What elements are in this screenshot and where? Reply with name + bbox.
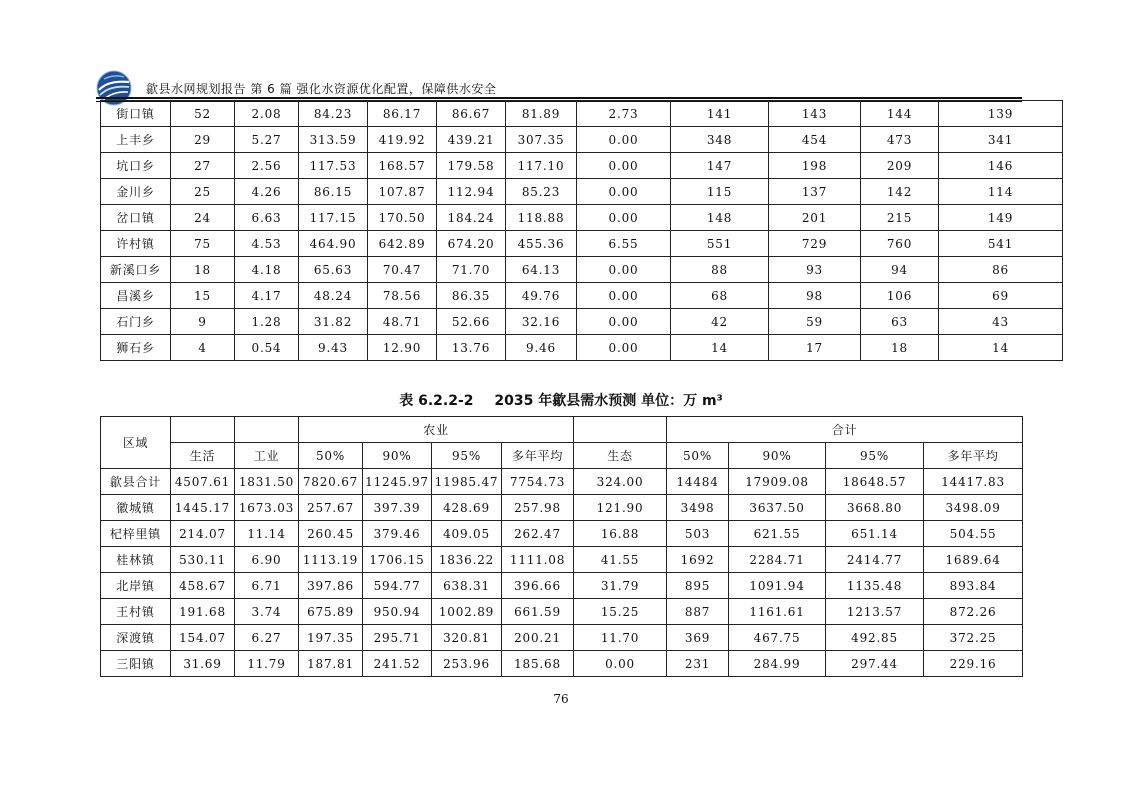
table-cell: 2414.77 xyxy=(826,547,924,573)
table-row xyxy=(101,495,1023,521)
table-cell: 215 xyxy=(861,205,939,231)
table-cell: 1445.17 xyxy=(171,495,235,521)
table-row xyxy=(101,257,1063,283)
table-row xyxy=(101,153,1063,179)
table-cell: 48.24 xyxy=(299,283,368,309)
table-cell: 638.31 xyxy=(432,573,502,599)
table-cell: 530.11 xyxy=(171,547,235,573)
table-cell: 9 xyxy=(171,309,235,335)
table-cell: 2.56 xyxy=(235,153,299,179)
agriculture-header: 农业 xyxy=(299,417,574,443)
table-cell: 409.05 xyxy=(432,521,502,547)
region-cell: 金川乡 xyxy=(101,179,171,205)
table-cell: 71.70 xyxy=(437,257,506,283)
table-cell: 27 xyxy=(171,153,235,179)
table-cell: 114 xyxy=(939,179,1063,205)
table-cell: 70.47 xyxy=(368,257,437,283)
region-cell: 坑口乡 xyxy=(101,153,171,179)
header-title: 歙县水网规划报告 第 6 篇 强化水资源优化配置，保障供水安全 xyxy=(146,82,497,96)
table-cell: 297.44 xyxy=(826,651,924,677)
table-cell: 75 xyxy=(171,231,235,257)
table-row xyxy=(101,127,1063,153)
header-row-2 xyxy=(101,443,1023,469)
table-cell: 0.00 xyxy=(577,309,671,335)
table-cell: 25 xyxy=(171,179,235,205)
table-row xyxy=(101,231,1063,257)
table-cell: 117.15 xyxy=(299,205,368,231)
table-cell: 307.35 xyxy=(506,127,577,153)
table-cell: 106 xyxy=(861,283,939,309)
table-cell: 78.56 xyxy=(368,283,437,309)
table-cell: 43 xyxy=(939,309,1063,335)
table-cell: 197.35 xyxy=(299,625,363,651)
table-cell: 893.84 xyxy=(924,573,1023,599)
table-cell: 64.13 xyxy=(506,257,577,283)
table-cell: 0.00 xyxy=(577,257,671,283)
table-cell: 31.69 xyxy=(171,651,235,677)
table-cell: 1.28 xyxy=(235,309,299,335)
table-cell: 85.23 xyxy=(506,179,577,205)
table-cell: 16.88 xyxy=(574,521,667,547)
table-cell: 428.69 xyxy=(432,495,502,521)
table-row xyxy=(101,469,1023,495)
region-cell: 新溪口乡 xyxy=(101,257,171,283)
table-cell: 198 xyxy=(769,153,861,179)
table-cell: 313.59 xyxy=(299,127,368,153)
table-cell: 6.27 xyxy=(235,625,299,651)
table-cell: 118.88 xyxy=(506,205,577,231)
table-cell: 112.94 xyxy=(437,179,506,205)
table-row xyxy=(101,179,1063,205)
table-cell: 492.85 xyxy=(826,625,924,651)
table-cell: 1161.61 xyxy=(729,599,826,625)
table-cell: 49.76 xyxy=(506,283,577,309)
table-cell: 7820.67 xyxy=(299,469,363,495)
table-cell: 201 xyxy=(769,205,861,231)
table-cell: 760 xyxy=(861,231,939,257)
table-cell: 146 xyxy=(939,153,1063,179)
agri-50-header: 50% xyxy=(299,443,363,469)
table-cell: 1213.57 xyxy=(826,599,924,625)
table-title: 2035 年歙县需水预测 单位：万 m³ xyxy=(494,393,723,409)
table-number: 表 6.2.2-2 xyxy=(399,393,474,409)
table-cell: 86.35 xyxy=(437,283,506,309)
table-cell: 455.36 xyxy=(506,231,577,257)
table-cell: 18648.57 xyxy=(826,469,924,495)
table-cell: 324.00 xyxy=(574,469,667,495)
table-cell: 63 xyxy=(861,309,939,335)
header-row-1 xyxy=(101,417,1023,443)
table-cell: 2.08 xyxy=(235,101,299,127)
table-cell: 397.39 xyxy=(363,495,432,521)
table-cell: 115 xyxy=(671,179,769,205)
table-cell: 729 xyxy=(769,231,861,257)
table-cell: 142 xyxy=(861,179,939,205)
table-cell: 4507.61 xyxy=(171,469,235,495)
table-cell: 396.66 xyxy=(502,573,574,599)
table-row xyxy=(101,573,1023,599)
table-row xyxy=(101,101,1063,127)
region-cell: 徽城镇 xyxy=(101,495,171,521)
table-cell: 7754.73 xyxy=(502,469,574,495)
table-cell: 52.66 xyxy=(437,309,506,335)
table-cell: 68 xyxy=(671,283,769,309)
table-cell: 6.63 xyxy=(235,205,299,231)
table-cell: 0.54 xyxy=(235,335,299,361)
table-cell: 229.16 xyxy=(924,651,1023,677)
table-cell: 397.86 xyxy=(299,573,363,599)
table-cell: 284.99 xyxy=(729,651,826,677)
header-rule xyxy=(96,97,1022,99)
total-avg-header: 多年平均 xyxy=(924,443,1023,469)
table-cell: 348 xyxy=(671,127,769,153)
table-cell: 81.89 xyxy=(506,101,577,127)
table-cell: 4.17 xyxy=(235,283,299,309)
table-cell: 320.81 xyxy=(432,625,502,651)
table-cell: 170.50 xyxy=(368,205,437,231)
table-cell: 260.45 xyxy=(299,521,363,547)
table-cell: 1673.03 xyxy=(235,495,299,521)
table-cell: 65.63 xyxy=(299,257,368,283)
table-cell: 137 xyxy=(769,179,861,205)
table-cell: 191.68 xyxy=(171,599,235,625)
table-cell: 86.67 xyxy=(437,101,506,127)
table-cell: 14417.83 xyxy=(924,469,1023,495)
table-cell: 551 xyxy=(671,231,769,257)
table-row xyxy=(101,335,1063,361)
table-cell: 168.57 xyxy=(368,153,437,179)
table-cell: 14484 xyxy=(667,469,729,495)
table-cell: 4 xyxy=(171,335,235,361)
table-cell: 86.17 xyxy=(368,101,437,127)
total-50-header: 50% xyxy=(667,443,729,469)
table-cell: 94 xyxy=(861,257,939,283)
region-cell: 北岸镇 xyxy=(101,573,171,599)
agri-95-header: 95% xyxy=(432,443,502,469)
table-cell: 473 xyxy=(861,127,939,153)
table-cell: 144 xyxy=(861,101,939,127)
table-cell: 13.76 xyxy=(437,335,506,361)
table-cell: 143 xyxy=(769,101,861,127)
table-cell: 895 xyxy=(667,573,729,599)
table-cell: 950.94 xyxy=(363,599,432,625)
table-cell: 141 xyxy=(671,101,769,127)
table-cell: 93 xyxy=(769,257,861,283)
table-caption xyxy=(0,390,1122,410)
table-cell: 9.43 xyxy=(299,335,368,361)
table-cell: 1692 xyxy=(667,547,729,573)
living-header: 生活 xyxy=(171,443,235,469)
table-cell: 11.79 xyxy=(235,651,299,677)
table-cell: 0.00 xyxy=(577,335,671,361)
region-cell: 深渡镇 xyxy=(101,625,171,651)
table-cell: 4.26 xyxy=(235,179,299,205)
table-cell: 14 xyxy=(939,335,1063,361)
table-cell: 1091.94 xyxy=(729,573,826,599)
page-number: 76 xyxy=(553,692,569,706)
table-cell: 379.46 xyxy=(363,521,432,547)
region-cell: 许村镇 xyxy=(101,231,171,257)
region-cell: 上丰乡 xyxy=(101,127,171,153)
table-cell: 467.75 xyxy=(729,625,826,651)
table-cell: 262.47 xyxy=(502,521,574,547)
table-cell: 11245.97 xyxy=(363,469,432,495)
agri-90-header: 90% xyxy=(363,443,432,469)
table-cell: 253.96 xyxy=(432,651,502,677)
table-row xyxy=(101,521,1023,547)
table-cell: 11985.47 xyxy=(432,469,502,495)
table-cell: 541 xyxy=(939,231,1063,257)
table-cell: 184.24 xyxy=(437,205,506,231)
table-cell: 651.14 xyxy=(826,521,924,547)
region-cell: 昌溪乡 xyxy=(101,283,171,309)
table-cell: 15 xyxy=(171,283,235,309)
table-cell: 0.00 xyxy=(577,153,671,179)
table-cell: 31.79 xyxy=(574,573,667,599)
region-cell: 街口镇 xyxy=(101,101,171,127)
table-cell: 107.87 xyxy=(368,179,437,205)
demand-table-2035 xyxy=(100,416,1023,677)
table-cell: 214.07 xyxy=(171,521,235,547)
region-cell: 三阳镇 xyxy=(101,651,171,677)
table-cell: 0.00 xyxy=(577,127,671,153)
table-row xyxy=(101,599,1023,625)
region-cell: 桂林镇 xyxy=(101,547,171,573)
table-cell: 661.59 xyxy=(502,599,574,625)
table-cell: 17 xyxy=(769,335,861,361)
table-cell: 9.46 xyxy=(506,335,577,361)
table-cell: 12.90 xyxy=(368,335,437,361)
table-cell: 6.55 xyxy=(577,231,671,257)
table-cell: 1689.64 xyxy=(924,547,1023,573)
table-cell: 32.16 xyxy=(506,309,577,335)
ecology-header: 生态 xyxy=(574,443,667,469)
table-cell: 2284.71 xyxy=(729,547,826,573)
table-cell: 887 xyxy=(667,599,729,625)
table-cell: 121.90 xyxy=(574,495,667,521)
table-cell: 454 xyxy=(769,127,861,153)
table-cell: 6.71 xyxy=(235,573,299,599)
table-cell: 369 xyxy=(667,625,729,651)
table-cell: 0.00 xyxy=(577,179,671,205)
table-cell: 241.52 xyxy=(363,651,432,677)
region-cell: 岔口镇 xyxy=(101,205,171,231)
table-cell: 257.98 xyxy=(502,495,574,521)
table-row xyxy=(101,283,1063,309)
table-cell: 69 xyxy=(939,283,1063,309)
table-cell: 419.92 xyxy=(368,127,437,153)
table-cell: 24 xyxy=(171,205,235,231)
table-cell: 3637.50 xyxy=(729,495,826,521)
table-cell: 15.25 xyxy=(574,599,667,625)
table-cell: 504.55 xyxy=(924,521,1023,547)
table-cell: 3.74 xyxy=(235,599,299,625)
region-cell: 杞梓里镇 xyxy=(101,521,171,547)
demand-table-part1 xyxy=(100,100,1063,361)
table-cell: 4.53 xyxy=(235,231,299,257)
table-cell: 0.00 xyxy=(574,651,667,677)
table-cell: 464.90 xyxy=(299,231,368,257)
table-cell: 187.81 xyxy=(299,651,363,677)
table-cell: 642.89 xyxy=(368,231,437,257)
table-cell: 48.71 xyxy=(368,309,437,335)
table-cell: 117.53 xyxy=(299,153,368,179)
table-cell: 0.00 xyxy=(577,205,671,231)
table-cell: 621.55 xyxy=(729,521,826,547)
table-cell: 139 xyxy=(939,101,1063,127)
table-cell: 98 xyxy=(769,283,861,309)
table-cell: 117.10 xyxy=(506,153,577,179)
table-cell: 1135.48 xyxy=(826,573,924,599)
page-header xyxy=(96,70,1022,100)
table-cell: 59 xyxy=(769,309,861,335)
table-cell: 86.15 xyxy=(299,179,368,205)
table-cell: 231 xyxy=(667,651,729,677)
table-cell: 295.71 xyxy=(363,625,432,651)
table-cell: 86 xyxy=(939,257,1063,283)
table-cell: 29 xyxy=(171,127,235,153)
table-cell: 503 xyxy=(667,521,729,547)
table-row xyxy=(101,625,1023,651)
table-cell: 0.00 xyxy=(577,283,671,309)
table-cell: 17909.08 xyxy=(729,469,826,495)
table-cell: 42 xyxy=(671,309,769,335)
table-cell: 341 xyxy=(939,127,1063,153)
table-cell: 84.23 xyxy=(299,101,368,127)
table-cell: 18 xyxy=(861,335,939,361)
table-cell: 185.68 xyxy=(502,651,574,677)
table-cell: 18 xyxy=(171,257,235,283)
table-cell: 200.21 xyxy=(502,625,574,651)
table-cell: 3668.80 xyxy=(826,495,924,521)
table-cell: 41.55 xyxy=(574,547,667,573)
table-cell: 11.14 xyxy=(235,521,299,547)
total-95-header: 95% xyxy=(826,443,924,469)
table-row xyxy=(101,205,1063,231)
table-cell: 1111.08 xyxy=(502,547,574,573)
table-cell: 675.89 xyxy=(299,599,363,625)
table-cell: 2.73 xyxy=(577,101,671,127)
table-cell: 209 xyxy=(861,153,939,179)
table-cell: 11.70 xyxy=(574,625,667,651)
table-cell: 594.77 xyxy=(363,573,432,599)
table-cell: 1002.89 xyxy=(432,599,502,625)
table-cell: 148 xyxy=(671,205,769,231)
region-cell: 王村镇 xyxy=(101,599,171,625)
table-cell: 1831.50 xyxy=(235,469,299,495)
agri-avg-header: 多年平均 xyxy=(502,443,574,469)
table-cell: 179.58 xyxy=(437,153,506,179)
table-row xyxy=(101,651,1023,677)
table-cell: 4.18 xyxy=(235,257,299,283)
table-cell: 458.67 xyxy=(171,573,235,599)
table-cell: 149 xyxy=(939,205,1063,231)
total-header: 合计 xyxy=(667,417,1023,443)
table-cell: 872.26 xyxy=(924,599,1023,625)
table-row xyxy=(101,309,1063,335)
table-cell: 154.07 xyxy=(171,625,235,651)
industry-header: 工业 xyxy=(235,443,299,469)
table-cell: 6.90 xyxy=(235,547,299,573)
table-cell: 3498.09 xyxy=(924,495,1023,521)
table-cell: 1706.15 xyxy=(363,547,432,573)
region-cell: 石门乡 xyxy=(101,309,171,335)
table-cell: 14 xyxy=(671,335,769,361)
table-cell: 147 xyxy=(671,153,769,179)
table-cell: 52 xyxy=(171,101,235,127)
table-cell: 439.21 xyxy=(437,127,506,153)
table-cell: 1113.19 xyxy=(299,547,363,573)
region-header: 区域 xyxy=(101,417,171,469)
table-row xyxy=(101,547,1023,573)
region-cell: 狮石乡 xyxy=(101,335,171,361)
table-cell: 5.27 xyxy=(235,127,299,153)
table-cell: 674.20 xyxy=(437,231,506,257)
table-cell: 88 xyxy=(671,257,769,283)
table-cell: 3498 xyxy=(667,495,729,521)
table-cell: 372.25 xyxy=(924,625,1023,651)
table-cell: 257.67 xyxy=(299,495,363,521)
table-cell: 31.82 xyxy=(299,309,368,335)
region-cell: 歙县合计 xyxy=(101,469,171,495)
table-cell: 1836.22 xyxy=(432,547,502,573)
total-90-header: 90% xyxy=(729,443,826,469)
